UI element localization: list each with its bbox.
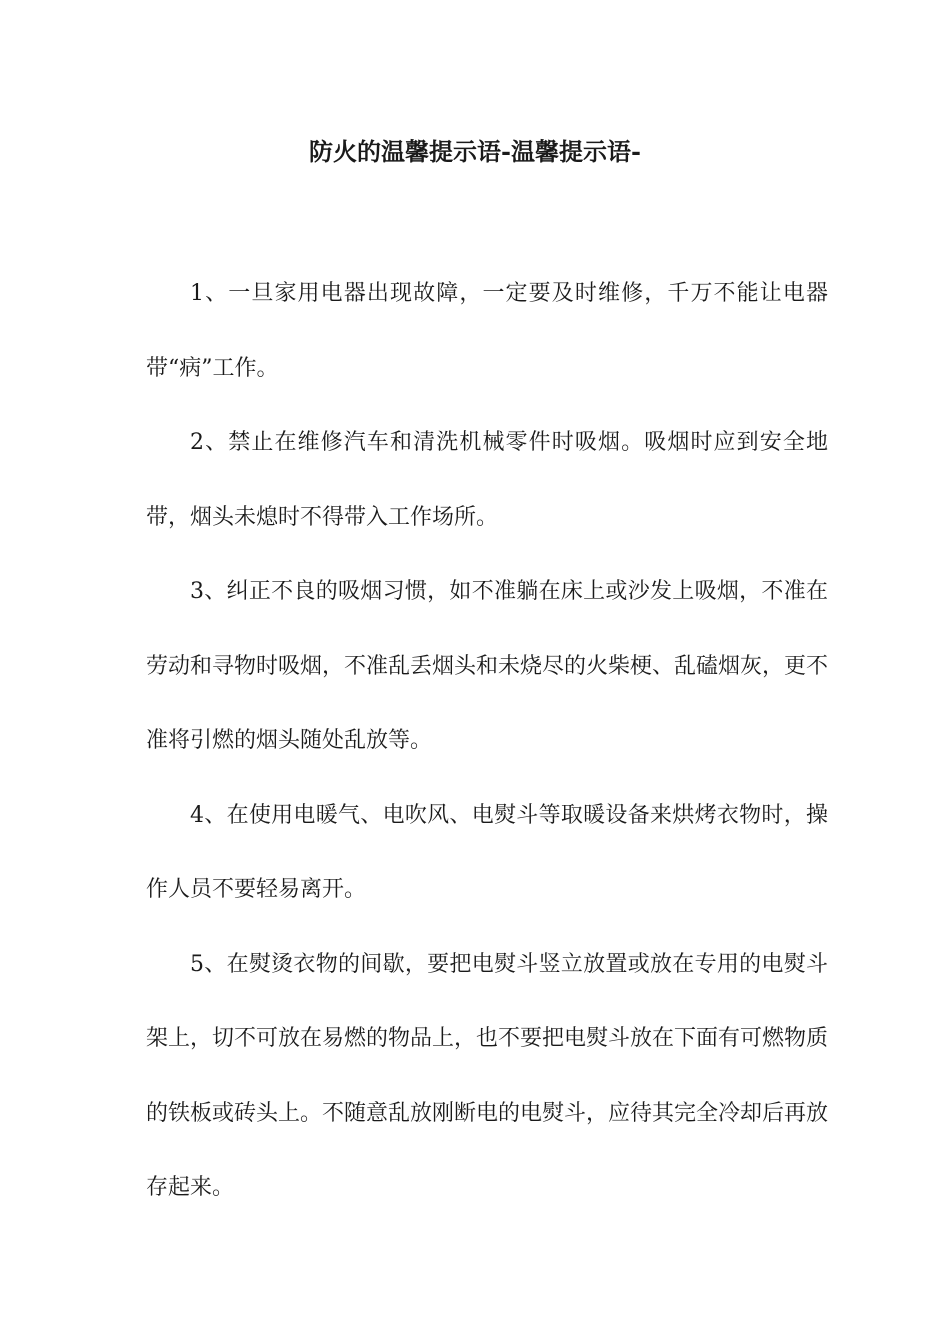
paragraph-4: 4、在使用电暖气、电吹风、电熨斗等取暖设备来烘烤衣物时，操作人员不要轻易离开。: [146, 802, 828, 902]
document-body: [146, 257, 828, 1226]
paragraph-3: 3、纠正不良的吸烟习惯，如不准躺在床上或沙发上吸烟，不准在劳动和寻物时吸烟，不准乱丢烟头和未烧尽的火柴梗、乱磕烟灰，更不准将引燃的烟头随处乱放等。: [146, 579, 829, 753]
paragraph-1: 1、一旦家用电器出现故障，一定要及时维修，千万不能让电器带“病”工作。: [146, 281, 828, 381]
document-title: 防火的温馨提示语-温馨提示语-: [309, 137, 641, 166]
paragraph-5: 5、在熨烫衣物的间歇，要把电熨斗竖立放置或放在专用的电熨斗架上，切不可放在易燃的物品上，也不要把电熨斗放在下面有可燃物质的铁板或砖头上。不随意乱放刚断电的电熨斗，应待其完全冷却后再放存起来。: [146, 951, 829, 1200]
paragraph-2: 2、禁止在维修汽车和清洗机械零件时吸烟。吸烟时应到安全地带，烟头未熄时不得带入工作场所。: [146, 430, 828, 530]
